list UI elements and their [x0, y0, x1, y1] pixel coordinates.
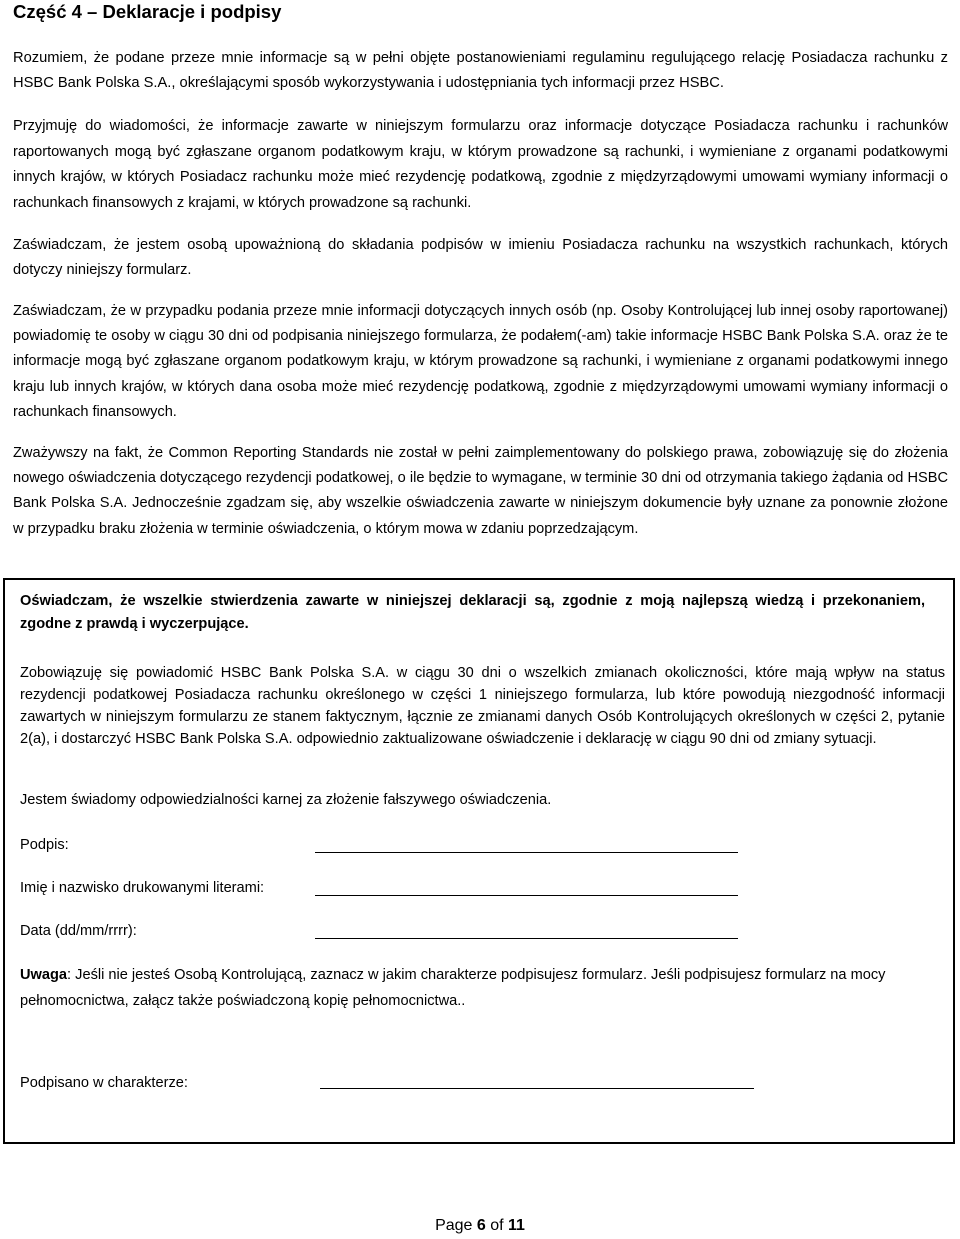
date-line[interactable] [315, 938, 738, 939]
signing-capacity-note [20, 962, 945, 1014]
page-current: 6 [476, 1217, 486, 1234]
printed-name-label: Imię i nazwisko drukowanymi literami: [20, 880, 265, 896]
of-word: of [485, 1217, 509, 1234]
section-heading: Część 4 – Deklaracje i podpisy [13, 1, 282, 22]
note-text: : Jeśli nie jesteś Osobą Kontrolującą, zaznacz w jakim charakterze podpisujesz formularz. Jeśli podpisujesz formularz na mocy pełnomocnictwa, załącz także poświadczoną kopię pełnomocnictwa.. [20, 967, 886, 1009]
reporting-consent-paragraph: Przyjmuję do wiadomości, że informacje zawarte w niniejszym formularzu oraz informacje dotyczące Posiadacza rachunku i rachunków raportowanych mogą być zgłaszane organom podatkowym kraju, w którym prowadzone są rachunki, i wymieniane z organami podatkowymi innych krajów, w których Posiadacz rachunku może mieć rezydencję podatkową, zgodnie z międzyrządowymi umowami wymiany informacji o rachunkach finansowych z krajami, w których prowadzone są rachunki. [13, 118, 948, 211]
signature-label: Podpis: [20, 837, 69, 853]
intro-paragraph: Rozumiem, że podane przeze mnie informacje są w pełni objęte postanowieniami regulaminu regulującego relację Posiadacza rachunku z HSBC Bank Polska S.A., określającymi sposób wykorzystywania i udostępniania tych informacji przez HSBC. [13, 50, 948, 91]
criminal-liability-statement: Jestem świadomy odpowiedzialności karnej za złożenie fałszywego oświadczenia. [20, 792, 552, 808]
change-notification-commitment: Zobowiązuję się powiadomić HSBC Bank Polska S.A. w ciągu 30 dni o wszelkich zmianach okoliczności, które mają wpływ na status rezydencji podatkowej Posiadacza rachunku określonego w części 1 niniejszego formularza, lub które powodują niezgodność informacji zawartych w niniejszym formularzu ze stanem faktycznym, łącznie ze zmianami danych Osób Kontrolujących określonych w części 2, pytanie 2(a), i dostarczyć HSBC Bank Polska S.A. odpowiednio zaktualizowane oświadczenie i deklarację w ciągu 90 dni od zmiany sytuacji. [20, 665, 945, 747]
date-label: Data (dd/mm/rrrr): [20, 923, 137, 939]
declaration-box [3, 578, 955, 1144]
third-party-notice-paragraph: Zaświadczam, że w przypadku podania przeze mnie informacji dotyczących innych osób (np. Osoby Kontrolującej lub innej osoby raportowanej) powiadomię te osoby w ciągu 30 dni od podpisania niniejszego formularza, że podałem(-am) takie informacje HSBC Bank Polska S.A. oraz że te informacje mogą być zgłaszane organom podatkowym kraju, w którym prowadzone są rachunki, i wymieniane z organami podatkowymi innego kraju lub innych krajów, w których dana osoba może mieć rezydencję podatkową, zgodnie z międzyrządowymi umowami wymiany informacji o rachunkach finansowych. [13, 303, 948, 420]
authorized-signatory-paragraph: Zaświadczam, że jestem osobą upoważnioną do składania podpisów w imieniu Posiadacza rachunku na wszystkich rachunkach, których dotyczy niniejszy formularz. [13, 237, 948, 279]
page-total: 11 [508, 1217, 525, 1234]
page-footer [0, 1217, 960, 1235]
printed-name-line[interactable] [315, 895, 738, 896]
signature-line[interactable] [315, 852, 738, 853]
signed-as-label: Podpisano w charakterze: [20, 1075, 188, 1091]
declaration-statement: Oświadczam, że wszelkie stwierdzenia zawarte w niniejszej deklaracji są, zgodnie z moją najlepszą wiedzą i przekonaniem, zgodne z prawdą i wyczerpujące. [20, 593, 925, 632]
crs-commitment-paragraph: Zważywszy na fakt, że Common Reporting Standards nie został w pełni zaimplementowany do polskiego prawa, zobowiązuję się do złożenia nowego oświadczenia dotyczącego rezydencji podatkowej, o ile będzie to wymagane, w terminie 30 dni od otrzymania takiego żądania od HSBC Bank Polska S.A. Jednocześnie zgadzam się, aby wszelkie oświadczenia zawarte w niniejszym dokumencie były uznane za ponownie złożone w przypadku braku złożenia w terminie oświadczenia, o którym mowa w zdaniu poprzedzającym. [13, 445, 948, 537]
note-label: Uwaga [20, 967, 68, 983]
signed-as-line[interactable] [320, 1088, 754, 1089]
page-word: Page [435, 1217, 477, 1234]
